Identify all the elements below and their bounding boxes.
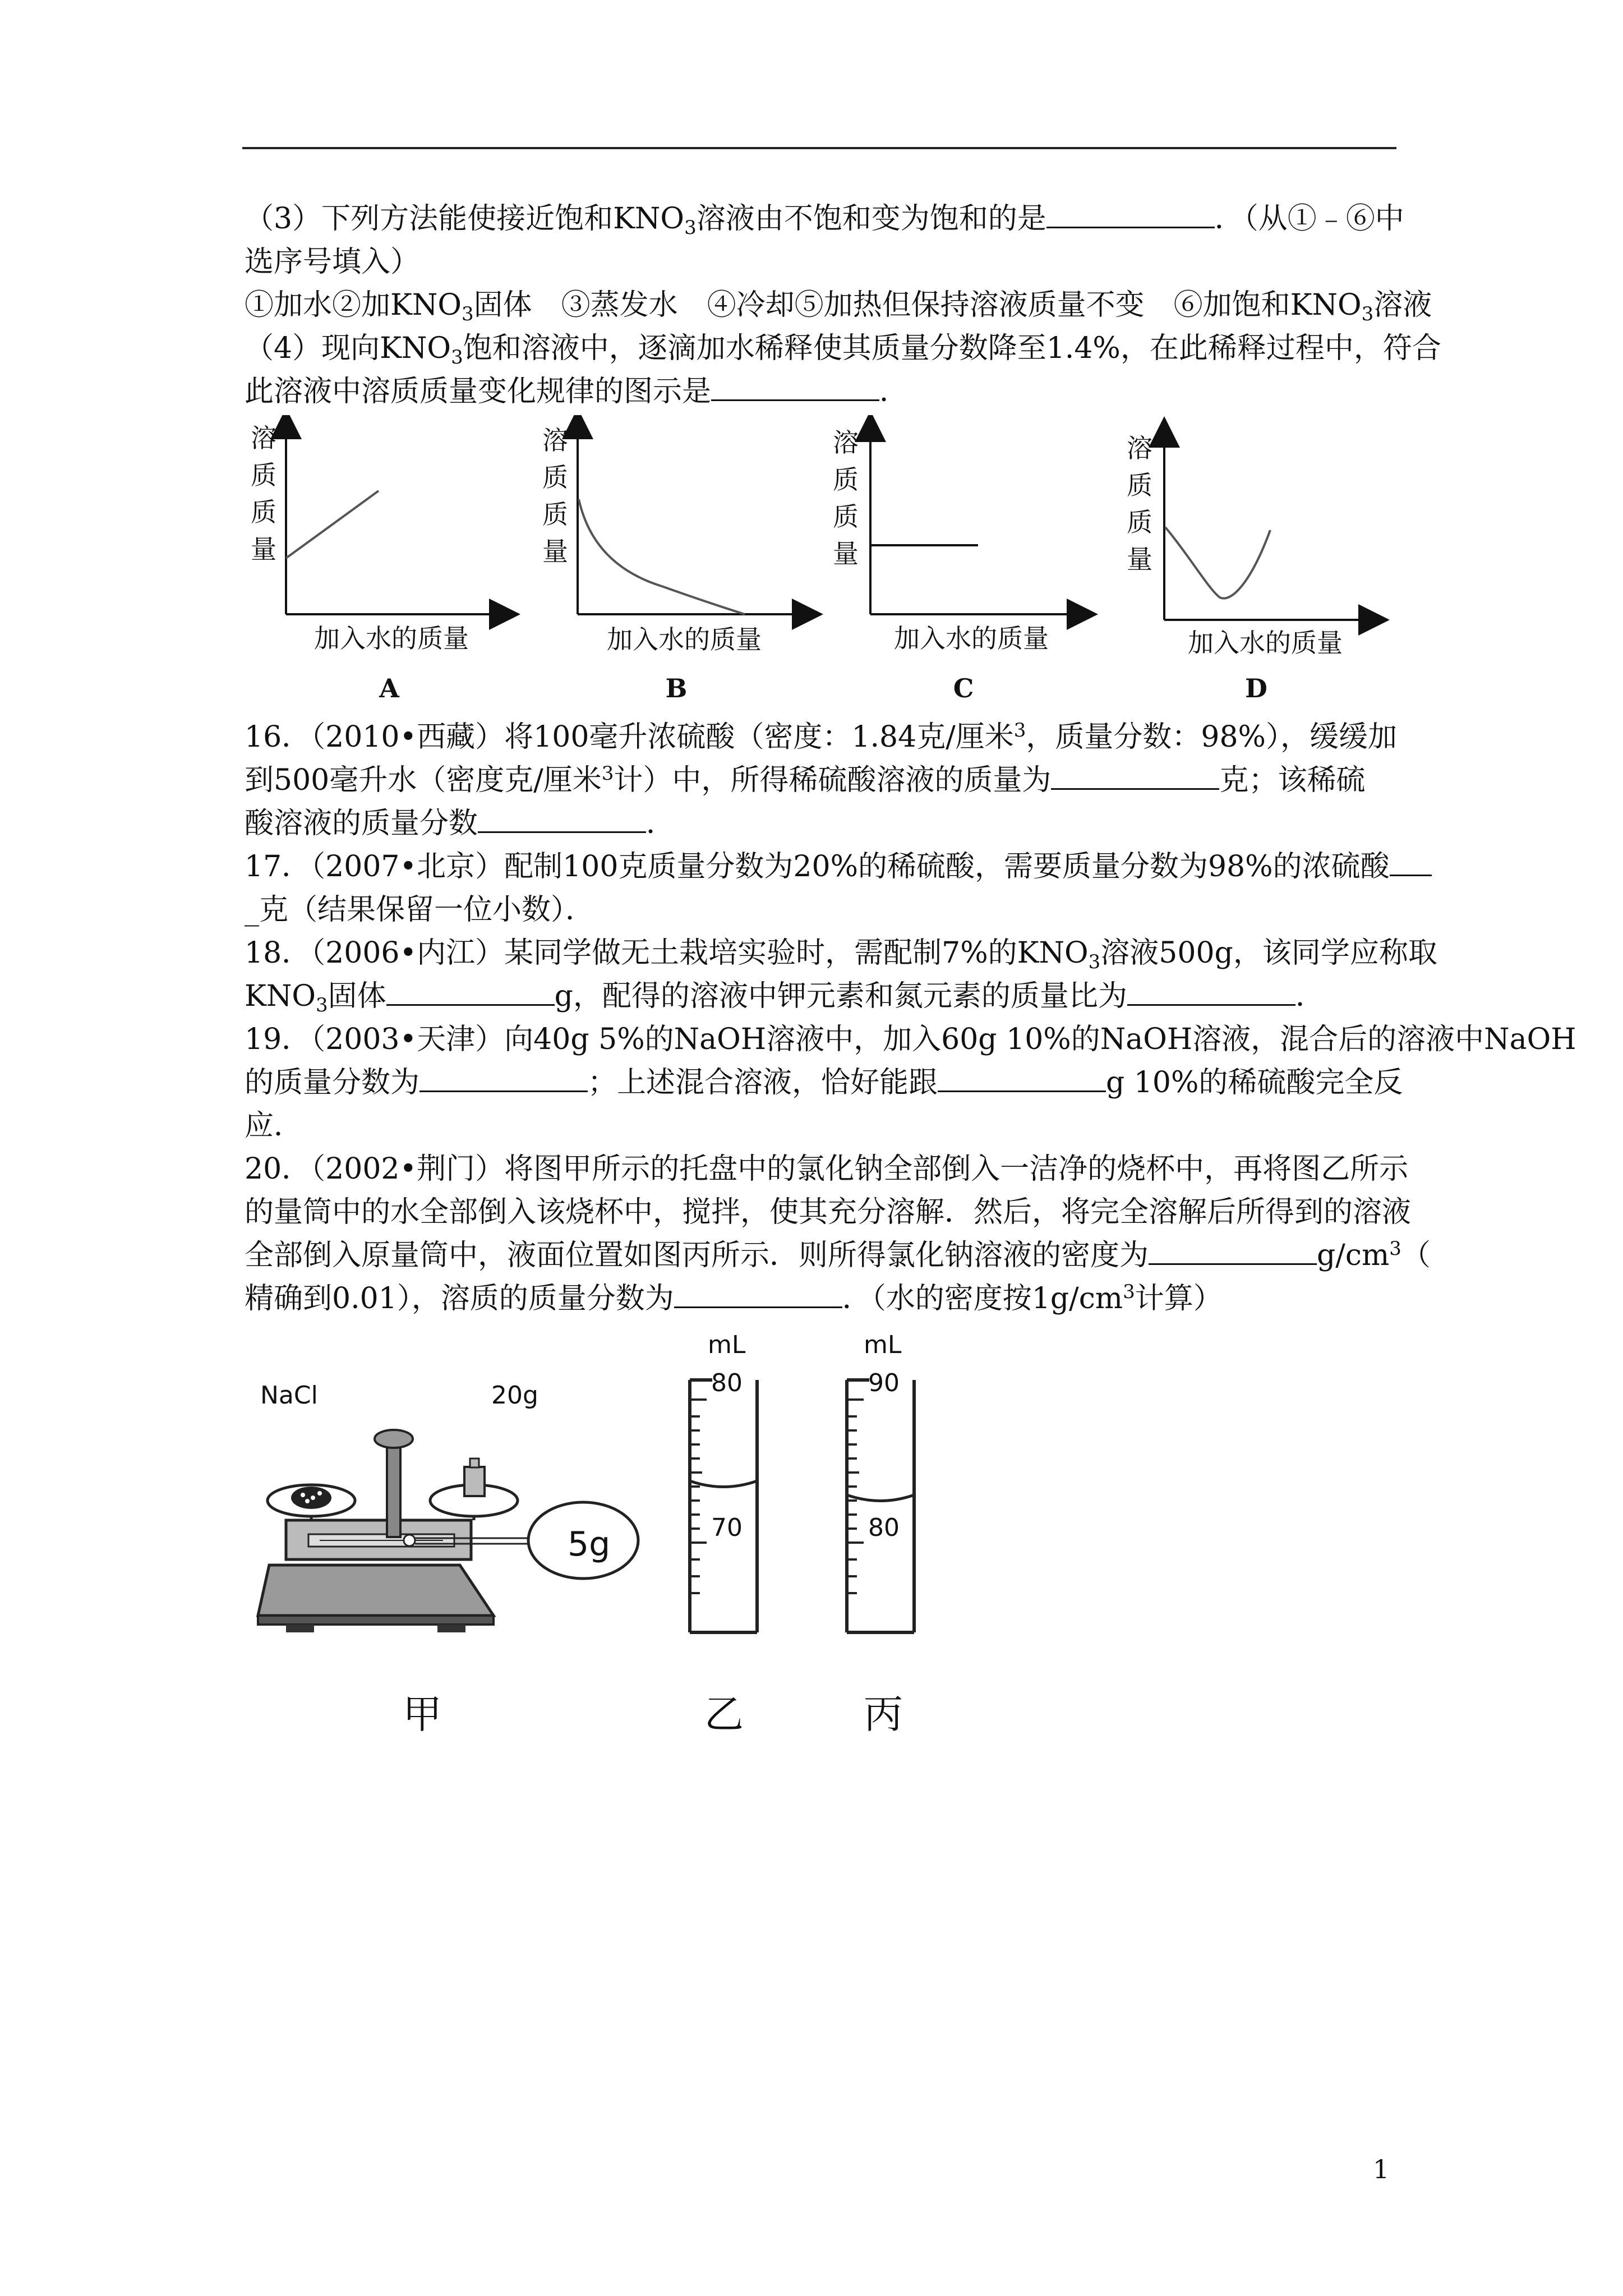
ylabel-char: 质 [833, 464, 859, 495]
q18-line2 [245, 975, 1411, 1018]
caption-bing: 丙 [864, 1691, 903, 1737]
ylabel-char: 质 [833, 501, 859, 532]
graph-a-xlabel: 加入水的质量 [314, 623, 469, 654]
superscript: 3 [601, 762, 614, 785]
answer-blank[interactable] [478, 802, 646, 833]
text-span: 饱和溶液中，逐滴加水稀释使其质量分数降至1.4%，在此稀释过程中，符合 [463, 332, 1441, 365]
subscript: 3 [1088, 951, 1101, 973]
text-span: ，质量分数：98%），缓缓加 [1026, 720, 1397, 754]
answer-blank[interactable] [1051, 759, 1219, 790]
q20-line4 [245, 1277, 1411, 1320]
text-span: 固体 [328, 979, 386, 1013]
text-span: 全部倒入原量筒中，液面位置如图丙所示．则所得氯化钠溶液的密度为 [245, 1239, 1149, 1272]
text-span: ． [879, 375, 909, 408]
rider-label: 5g [568, 1525, 611, 1564]
text-span: ；上述混合溶液，恰好能跟 [588, 1066, 938, 1099]
graph-c-axes [819, 415, 1110, 707]
cylinder-yi-top-mark: 80 [711, 1369, 743, 1397]
text-span: 此溶液中溶质质量变化规律的图示是 [245, 375, 712, 408]
q19-line3: 应． [245, 1109, 303, 1143]
text-span: 计）中，所得稀硫酸溶液的质量为 [614, 763, 1052, 797]
text-span: 的质量分数为 [245, 1066, 420, 1099]
text-span: 18．（2006•内江）某同学做无土栽培实验时，需配制7%的KNO [245, 936, 1089, 970]
cylinder-bing-mid-mark: 80 [868, 1513, 900, 1542]
answer-blank[interactable] [1046, 197, 1215, 228]
answer-blank[interactable] [1149, 1234, 1317, 1265]
page-number: 1 [1373, 2154, 1390, 2184]
graph-a-curve [286, 491, 379, 558]
caption-yi: 乙 [704, 1691, 744, 1737]
graph-b [533, 415, 824, 707]
superscript: 3 [1389, 1237, 1401, 1260]
superscript: 3 [1013, 719, 1026, 742]
ylabel-char: 质 [251, 497, 276, 527]
text-span: g/cm [1317, 1239, 1390, 1272]
q18-line1 [245, 932, 1437, 975]
q17-line2 [245, 889, 1411, 932]
ylabel-char: 质 [542, 462, 568, 493]
text-span: _ [245, 893, 259, 927]
graph-d-xlabel: 加入水的质量 [1188, 628, 1343, 658]
graph-b-curve [579, 499, 745, 614]
q15-options [245, 284, 1432, 327]
ylabel-char: 溶 [1127, 433, 1152, 463]
graph-d-axes [1116, 415, 1408, 707]
q16-line2 [245, 759, 1411, 802]
text-span: 溶液500g，该同学应称取 [1100, 936, 1437, 970]
text-span: 溶液由不饱和变为饱和的是 [696, 202, 1046, 236]
text-span: 溶液 [1373, 288, 1432, 322]
cylinder-yi [673, 1369, 774, 1638]
graph-c-xlabel: 加入水的质量 [894, 623, 1049, 654]
graph-d-curve [1165, 527, 1270, 599]
q15-part3-line2: 选序号填入） [245, 245, 420, 279]
graph-a-ylabel [249, 420, 278, 568]
text-span: g 10%的稀硫酸完全反 [1106, 1066, 1403, 1099]
text-span: 16．（2010•西藏）将100毫升浓硫酸（密度：1.84克/厘米 [245, 720, 1014, 754]
ylabel-char: 质 [251, 460, 276, 490]
subscript: 3 [315, 994, 328, 1016]
ylabel-char: 质 [1127, 470, 1152, 500]
text-span: KNO [245, 979, 316, 1013]
cylinder-yi-mid-mark: 70 [711, 1513, 743, 1542]
q16-line3 [245, 802, 1411, 845]
q20-line2: 的量筒中的水全部倒入该烧杯中，搅拌，使其充分溶解．然后，将完全溶解后所得到的溶液 [245, 1195, 1412, 1229]
graph-d [1116, 415, 1408, 707]
text-span: 克（结果保留一位小数）． [259, 893, 595, 927]
subscript: 3 [461, 303, 474, 325]
text-span: 固体 ③蒸发水 ④冷却⑤加热但保持溶液质量不变 ⑥加饱和KNO [473, 288, 1362, 322]
text-span: ．（从①﹣⑥中 [1214, 202, 1404, 236]
cylinder-bing [830, 1369, 931, 1638]
caption-jia: 甲 [403, 1691, 442, 1737]
graph-c-letter: C [953, 673, 974, 703]
answer-blank[interactable] [711, 370, 879, 401]
ylabel-char: 量 [542, 536, 568, 567]
text-span: 到500毫升水（密度克/厘米 [245, 763, 602, 797]
text-span: 计算） [1135, 1282, 1223, 1315]
text-span: 精确到0.01），溶质的质量分数为 [245, 1282, 674, 1315]
graph-c [819, 415, 1110, 707]
ylabel-char: 量 [1127, 544, 1152, 574]
ylabel-char: 溶 [833, 427, 859, 458]
answer-blank[interactable] [419, 1061, 588, 1092]
subscript: 3 [1361, 303, 1374, 325]
ylabel-char: 溶 [251, 423, 276, 453]
text-span: 酸溶液的质量分数 [245, 807, 478, 840]
answer-blank[interactable] [386, 975, 555, 1006]
graph-b-axes [533, 415, 824, 707]
ylabel-char: 质 [1127, 507, 1152, 537]
q15-part4-line1 [245, 327, 1441, 370]
text-span: （4）现向KNO [245, 332, 451, 365]
q19-line2 [245, 1061, 1411, 1105]
graph-c-ylabel [831, 424, 860, 572]
graph-a [241, 415, 533, 707]
graph-a-letter: A [379, 673, 399, 703]
graph-b-letter: B [665, 673, 688, 703]
text-span: ． [1295, 979, 1325, 1013]
q16-line1 [245, 716, 1411, 759]
text-span: ①加水②加KNO [245, 288, 462, 322]
cylinder-bing-top-mark: 90 [868, 1369, 900, 1397]
header-rule [242, 147, 1396, 149]
text-span: ． [646, 807, 676, 840]
ylabel-char: 量 [251, 534, 276, 564]
answer-blank[interactable] [938, 1061, 1106, 1092]
graph-d-letter: D [1245, 673, 1267, 703]
q19-line1: 19．（2003•天津）向40g 5%的NaOH溶液中，加入60g 10%的NaOH溶液，混合后的溶液中NaOH [245, 1023, 1576, 1056]
ylabel-char: 质 [542, 499, 568, 530]
cylinder-bing-unit: mL [864, 1331, 902, 1359]
q20-line3 [245, 1234, 1431, 1277]
answer-blank[interactable] [674, 1277, 842, 1308]
subscript: 3 [684, 217, 697, 239]
text-span: （ [1401, 1239, 1431, 1272]
weight-label: 20g [491, 1381, 538, 1410]
answer-blank[interactable] [1127, 975, 1295, 1006]
q15-part3-line1 [245, 197, 1411, 241]
nacl-label: NaCl [260, 1381, 318, 1410]
cylinder-yi-unit: mL [708, 1331, 746, 1359]
ylabel-char: 量 [833, 539, 859, 569]
text-span: ．（水的密度按1g/cm [842, 1282, 1123, 1315]
q17-line1 [245, 845, 1411, 889]
graph-b-ylabel [541, 422, 570, 570]
ylabel-char: 溶 [542, 425, 568, 455]
graph-d-ylabel [1125, 430, 1154, 578]
text-span: 17．（2007•北京）配制100克质量分数为20%的稀硫酸，需要质量分数为98%的浓硫酸 [245, 850, 1390, 884]
graph-a-axes [241, 415, 533, 707]
balance-illustration [247, 1414, 695, 1649]
text-span: g，配得的溶液中钾元素和氮元素的质量比为 [554, 979, 1127, 1013]
answer-blank[interactable] [1390, 845, 1432, 876]
superscript: 3 [1123, 1281, 1135, 1303]
text-span: （3）下列方法能使接近饱和KNO [245, 202, 685, 236]
text-span: 克；该稀硫 [1219, 763, 1366, 797]
subscript: 3 [451, 346, 463, 369]
q20-line1: 20．（2002•荆门）将图甲所示的托盘中的氯化钠全部倒入一洁净的烧杯中，再将图乙所示 [245, 1152, 1409, 1186]
graph-b-xlabel: 加入水的质量 [607, 624, 762, 655]
q15-part4-line2 [245, 370, 1411, 413]
